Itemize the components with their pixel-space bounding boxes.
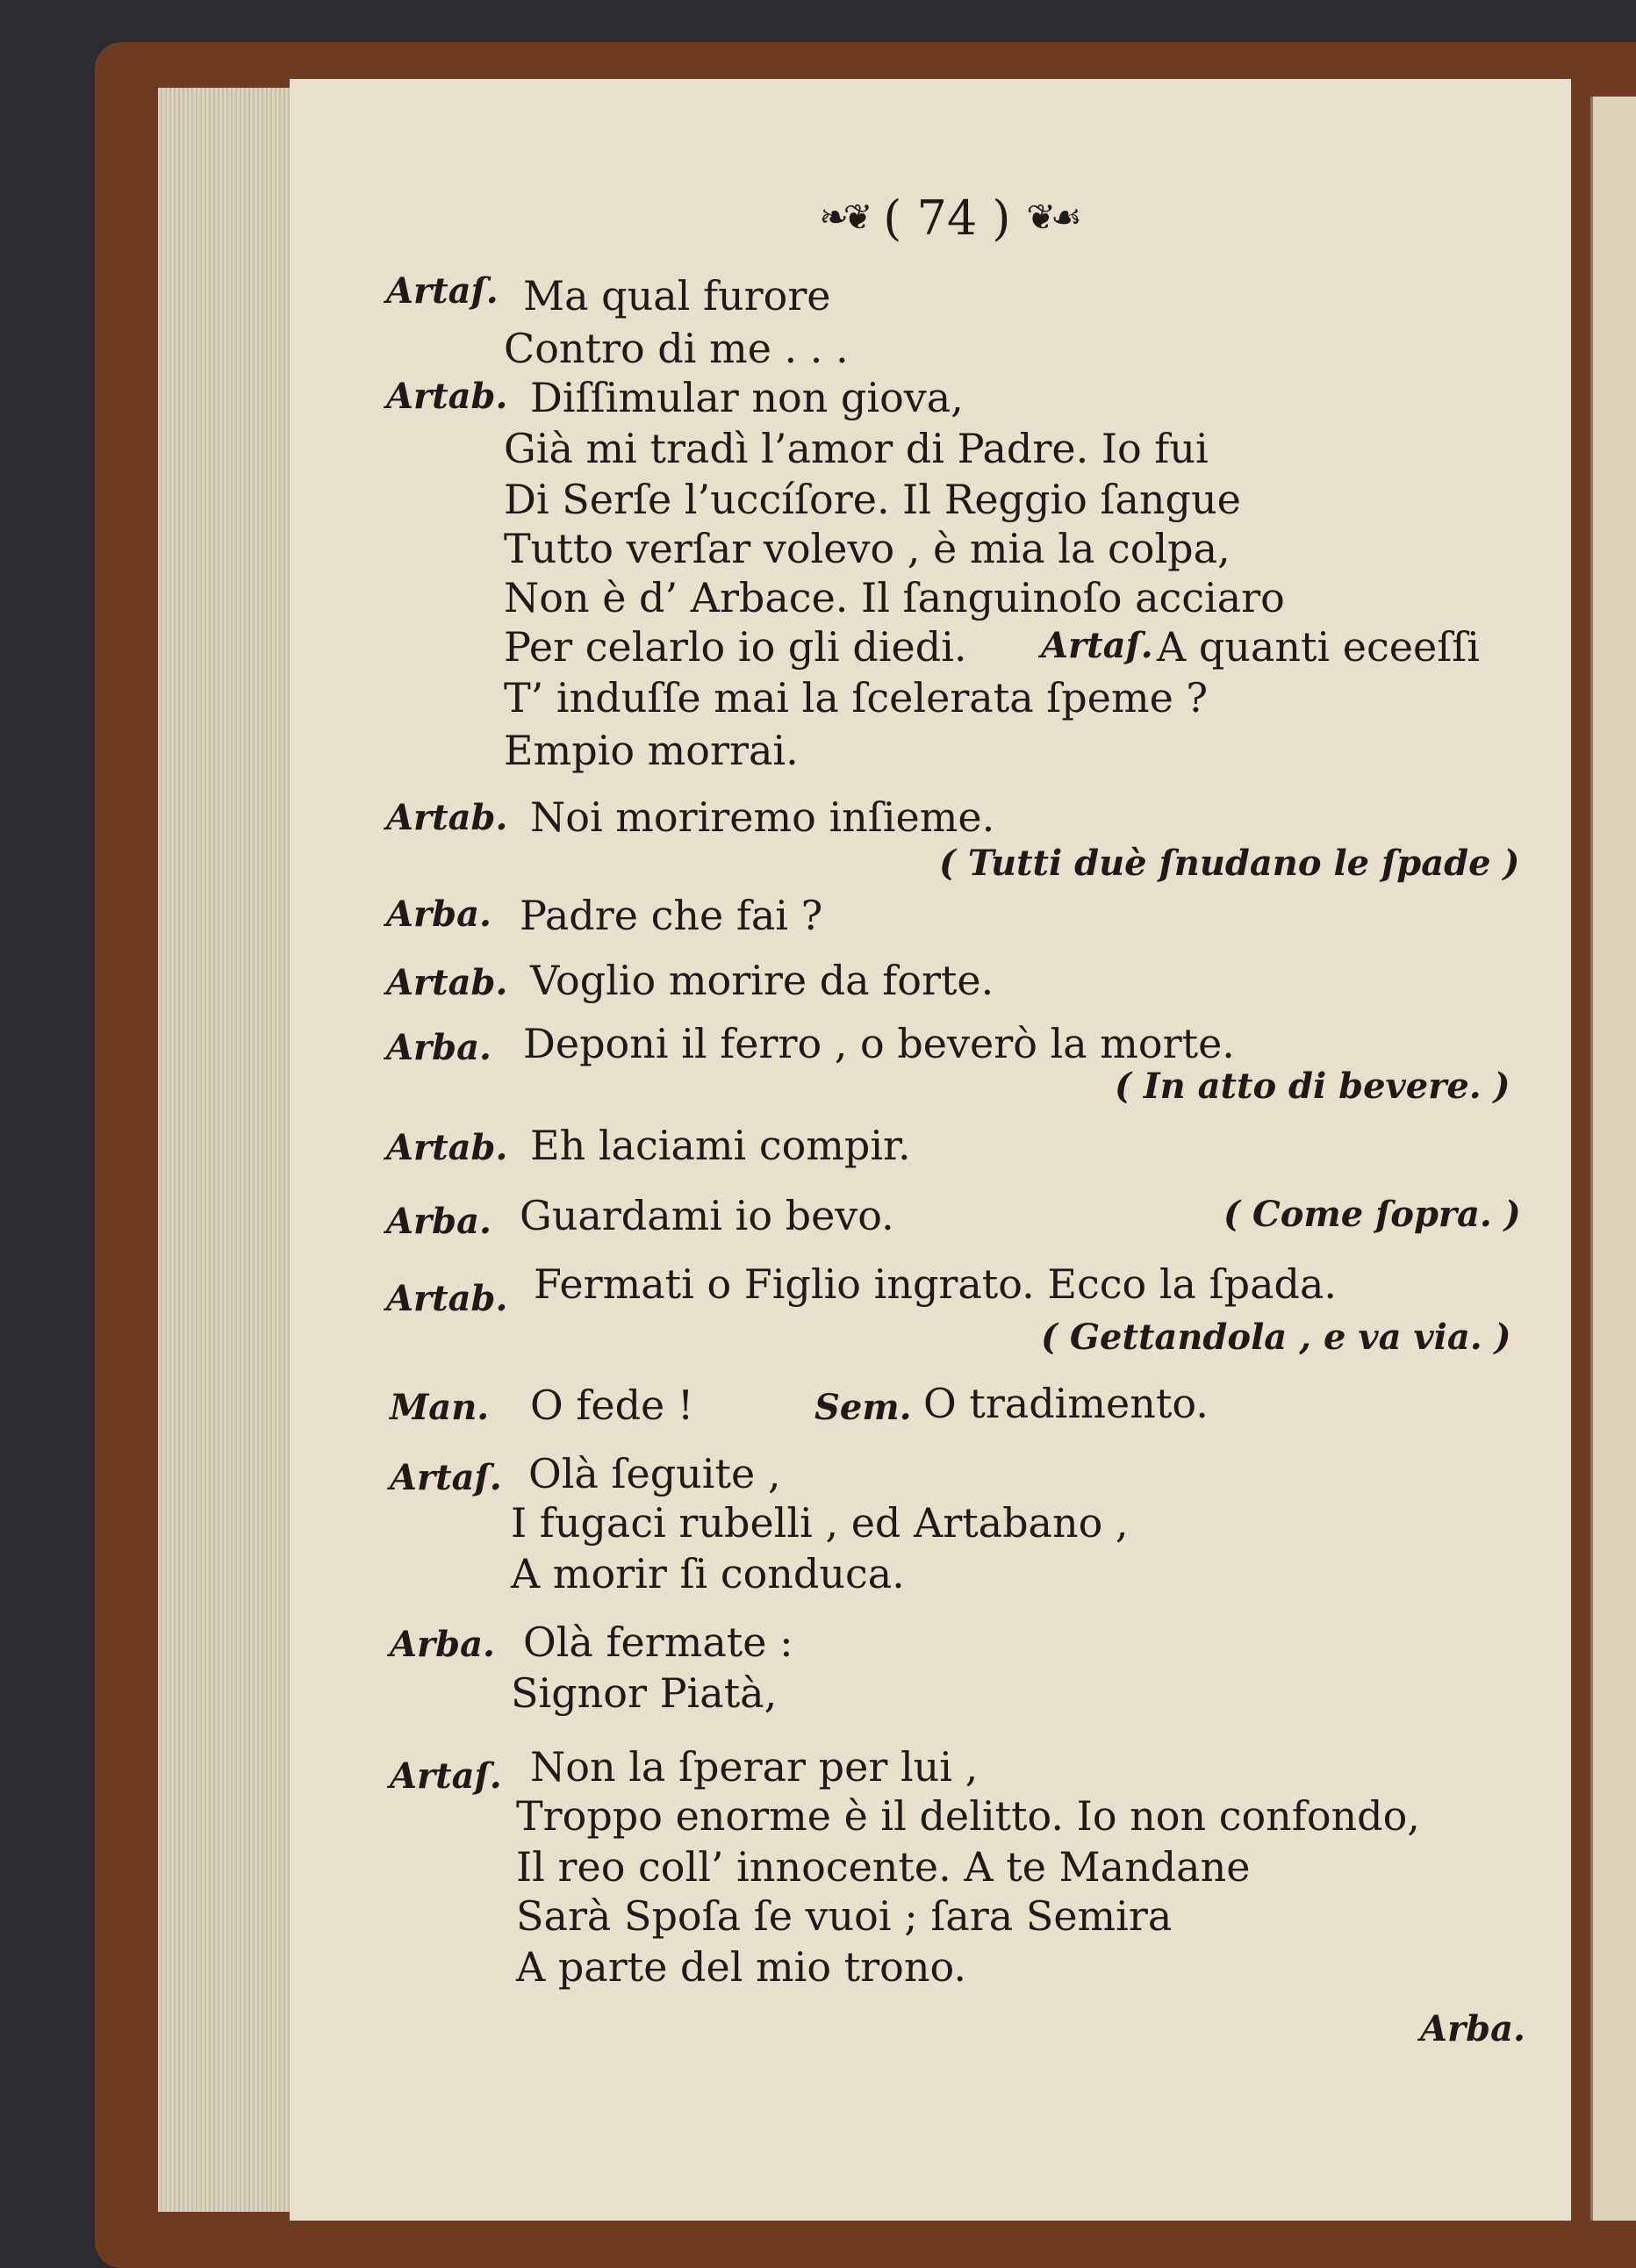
speaker-label: Arba. [386, 1201, 492, 1242]
verse-line: I fugaci rubelli , ed Artabano , [511, 1499, 1129, 1547]
speaker-label: Sem. [814, 1387, 912, 1428]
page-header [720, 183, 1176, 253]
stage-direction: ( Come ſopra. ) [1223, 1194, 1521, 1235]
speaker-label: Artaſ. [390, 1755, 502, 1797]
verse-line: Il reo coll’ innocente. A te Mandane [516, 1843, 1251, 1891]
verse-line: T’ induſſe mai la ſcelerata ſpeme ? [504, 674, 1209, 721]
verse-line: Noi moriremo inſieme. [530, 793, 995, 841]
stage-direction: ( Gettandola , e va via. ) [1041, 1317, 1511, 1358]
speaker-label: Artab. [386, 376, 508, 417]
catchword: Arba. [1420, 2008, 1525, 2049]
verse-line: Fermati o Figlio ingrato. Ecco la ſpada. [534, 1260, 1337, 1308]
speaker-label: Man. [390, 1387, 490, 1428]
verse-line: O tradimento. [923, 1380, 1209, 1427]
verse-line: Tutto verſar volevo , è mia la colpa, [504, 525, 1231, 572]
speaker-label: Arba. [386, 1027, 492, 1068]
speaker-label: Arba. [390, 1624, 495, 1665]
verse-line: Voglio morire da forte. [530, 957, 994, 1004]
facing-page-edge [1590, 97, 1636, 2221]
verse-line: Di Serſe l’uccíſore. Il Reggio ſangue [504, 476, 1241, 523]
speaker-label: Arba. [386, 894, 492, 935]
verse-line: Empio morrai. [504, 727, 799, 774]
verse-line: A quanti eceeſſi [1157, 623, 1480, 671]
left-ornament-icon: ❧❦ [819, 197, 868, 238]
verse-line: Non la ſperar per lui , [530, 1743, 979, 1791]
right-ornament-icon: ❦☙ [1026, 197, 1077, 238]
verse-line: Troppo enorme è il delitto. Io non confondo, [516, 1792, 1420, 1840]
verse-line: Per celarlo io gli diedi. [504, 623, 967, 671]
verse-line: Contro di me . . . [504, 325, 849, 372]
verse-line: Già mi tradì l’amor di Padre. Io fui [504, 425, 1209, 472]
page-number: ( 74 ) [883, 190, 1011, 246]
speaker-label: Artab. [386, 1278, 508, 1319]
speaker-label: Artaſ. [390, 1457, 502, 1498]
speaker-label: Artaſ. [386, 270, 499, 312]
verse-line: O fede ! [530, 1382, 694, 1429]
speaker-label: Artab. [386, 797, 508, 838]
verse-line: Eh laciami compir. [530, 1122, 911, 1169]
verse-line: A parte del mio trono. [516, 1943, 966, 1991]
verse-line: Diſſimular non giova, [530, 374, 964, 421]
verse-line: Guardami io bevo. [520, 1192, 894, 1239]
verse-line: Signor Piatà, [511, 1669, 778, 1717]
verse-line: A morir ſi conduca. [511, 1550, 905, 1597]
verse-line: Padre che fai ? [520, 892, 823, 939]
page-edges [158, 88, 298, 2212]
verse-line: Deponi il ferro , o beverò la morte. [523, 1020, 1235, 1067]
verse-line: Sarà Spoſa ſe vuoi ; ſara Semira [516, 1892, 1173, 1940]
verse-line: Non è d’ Arbace. Il ſanguinoſo acciaro [504, 574, 1285, 621]
verse-line: Olà ſeguite , [528, 1450, 781, 1497]
stage-direction: ( Tutti duè ſnudano le ſpade ) [939, 843, 1520, 884]
stage-direction: ( In atto di bevere. ) [1115, 1066, 1510, 1107]
speaker-label: Artab. [386, 1127, 508, 1168]
verse-line: Ma qual furore [523, 272, 831, 319]
verse-line: Olà fermate : [523, 1618, 793, 1666]
speaker-label: Artab. [386, 962, 508, 1003]
speaker-label: Artaſ. [1041, 625, 1153, 666]
